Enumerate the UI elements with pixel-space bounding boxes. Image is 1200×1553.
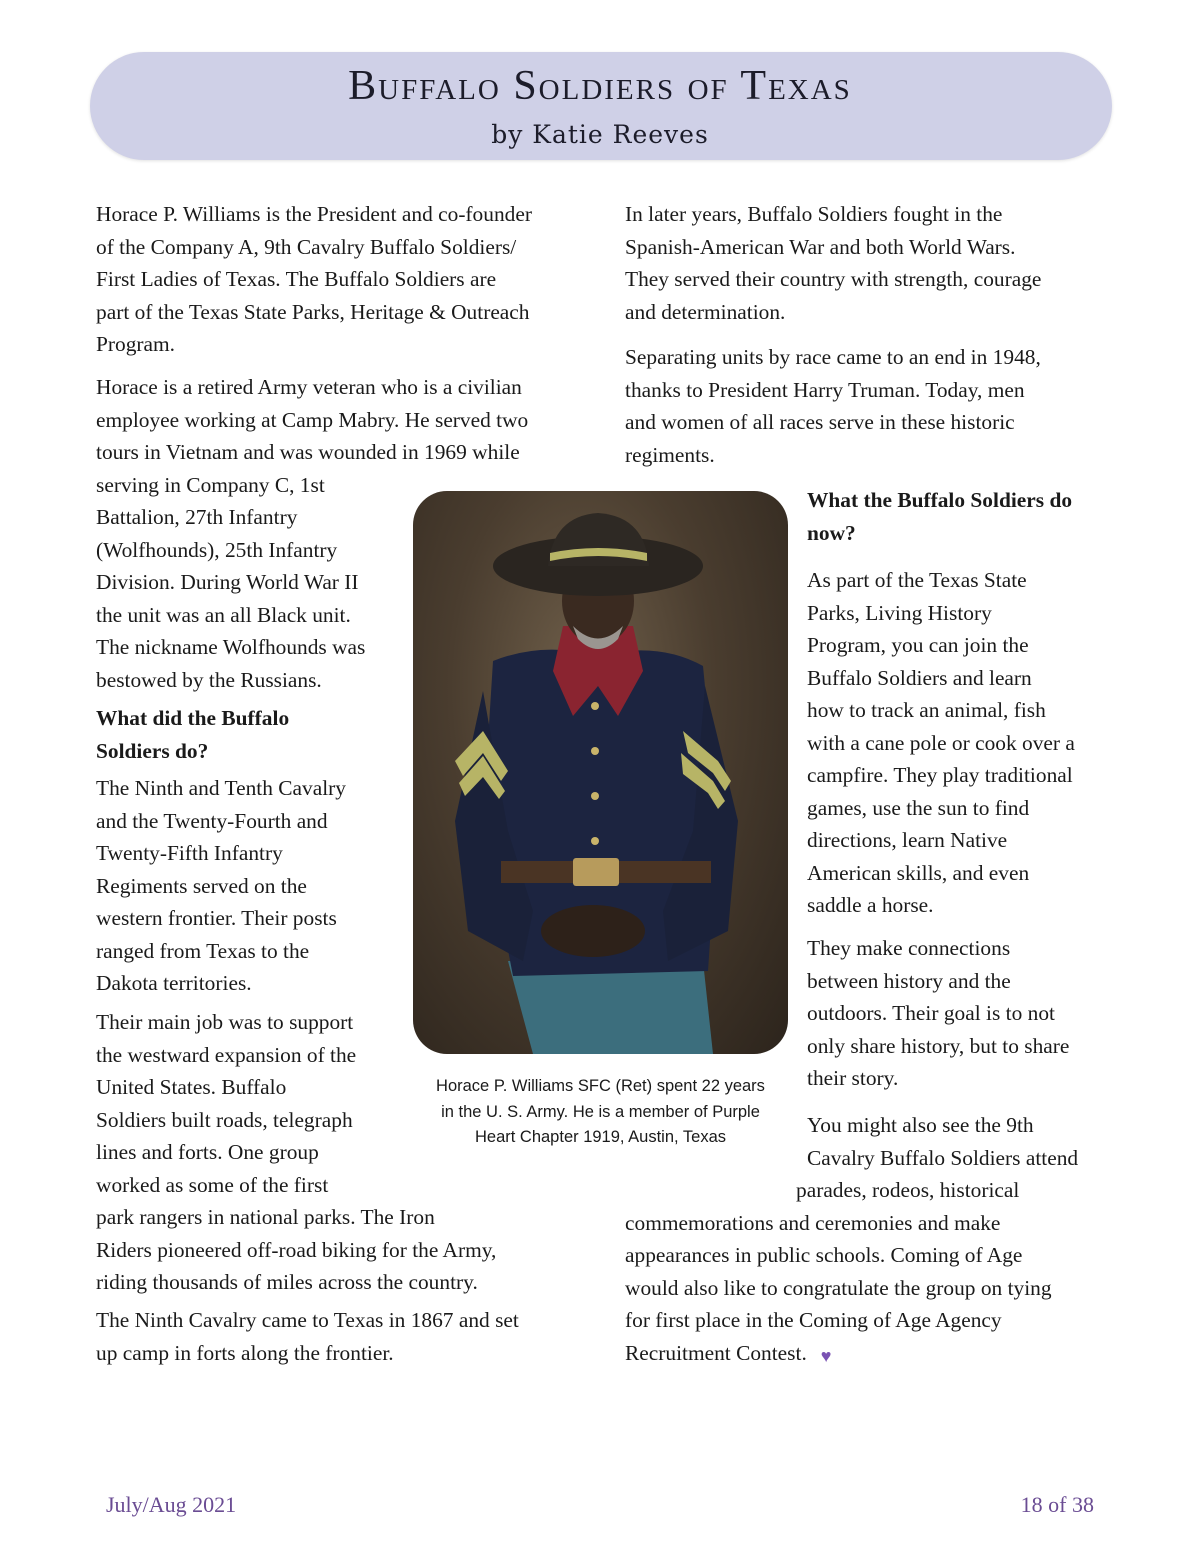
article-title: Buffalo Soldiers of Texas [348,63,852,109]
paragraph-intro: Horace P. Williams is the President and co-founder of the Company A, 9th Cavalry Buffalo Soldiers/ First Ladies of Texas. The Buffalo Soldiers are part of the Texas State Parks, Heritage & Outreach Program. [96,202,532,356]
photo-caption: Horace P. Williams SFC (Ret) spent 22 years in the U. S. Army. He is a member of Purple Heart Chapter 1919, Austin, Texas [436,1077,765,1146]
paragraph-veteran: Horace is a retired Army veteran who is a civilian employee working at Camp Mabry. He served two tours in Vietnam and was wounded in 1969 while serving in Company C, 1st Battalion, 27th Infantry (Wolfhounds), 25th Infantry Division. During World War II the unit was an all Black unit. The nickname Wolfhounds was bestowed by the Russians. [96,375,529,692]
portrait-photo [413,491,788,1054]
article-byline: by Katie Reeves [491,120,709,149]
footer-page-number: 18 of 38 [1020,1492,1094,1517]
paragraph-living-history: As part of the Texas State Parks, Living History Program, you can join the Buffalo Soldiers and learn how to track an animal, fish with a cane pole or cook over a campfire. They play traditional games, use the sun to find directions, learn Native American skills, and even saddle a horse. [807,568,1075,917]
paragraph-separating-units: Separating units by race came to an end in 1948, thanks to President Harry Truman. Today, men and women of all races serve in these historic regiments. [625,345,1041,467]
paragraph-ninth-cavalry: The Ninth Cavalry came to Texas in 1867 and set up camp in forts along the frontier. [96,1308,519,1365]
paragraph-main-job: Their main job was to support the westward expansion of the United States. Buffalo Soldiers built roads, telegraph lines and forts. One group worked as some of the first park rangers in national parks. The Iron Riders pioneered off-road biking for the Army, riding thousands of miles across the country. [96,1010,497,1294]
paragraph-parades: You might also see the 9th Cavalry Buffalo Soldiers attend parades, rodeos, historical commemorations and ceremonies and make appearances in public schools. Coming of Age would also like to congratulate the group on tying for first place in the Coming of Age Agency Recruitment Contest. ♥ [625,1109,1078,1372]
paragraph-connections: They make connections between history and the outdoors. Their goal is to not only share history, but to share their story. [807,936,1070,1090]
portrait-illustration [413,491,788,1054]
heading-what-they-do-now: What the Buffalo Soldiers do now? [807,488,1073,545]
footer-issue: July/Aug 2021 [106,1492,237,1517]
heading-what-did-they-do: What did the Buffalo Soldiers do? [96,706,290,763]
purple-heart-icon: ♥ [820,1345,832,1366]
paragraph-later-years: In later years, Buffalo Soldiers fought in the Spanish-American War and both World Wars. They served their country with strength, courage and determination. [625,202,1042,324]
paragraph-regiments: The Ninth and Tenth Cavalry and the Twenty-Fourth and Twenty-Fifth Infantry Regiments served on the western frontier. Their posts ranged from Texas to the Dakota territories. [96,776,346,995]
